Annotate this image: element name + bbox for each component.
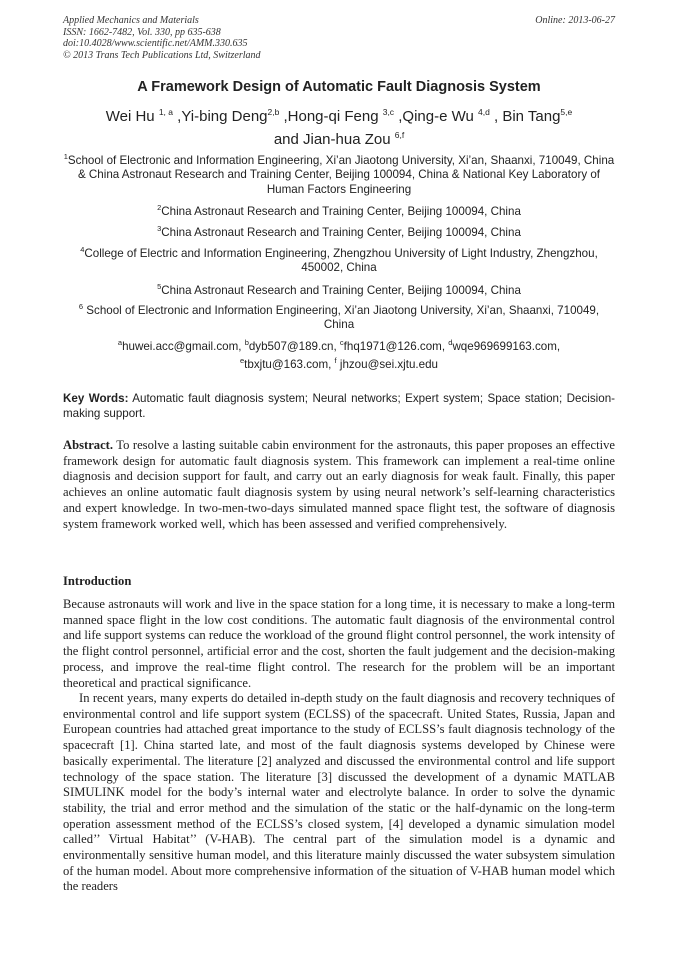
affil-text: China Astronaut Research and Training Center, Beijing 100094, China: [161, 225, 521, 239]
author-name: , Bin Tang: [489, 108, 561, 125]
email-address: jhzou@sei.xjtu.edu: [336, 358, 438, 372]
intro-paragraph-2: In recent years, many experts do detailed in-depth study on the fault diagnosis and recovery techniques of environmental control and life support system (ECLSS) of the spacecraft. United States, Russia, Japan and European countries had attached great importance to the study of ECLSS’s fault diagnosis technology of the spacecraft [1]. China started late, and most of the fault diagnosis systems developed by Chinese were basically experimental. The literature [2] analyzed and discussed the environmental control and life support technology of the space station. The literature [3] discussed the development of a dynamic MATLAB SIMULINK model for the body’s internal water and electrolyte balance. In order to solve the dynamic stability, the trial and error method and the simulation of the static or the half-dynamic on the long-term operation assessment method of the ECLSS’s closed system, [4] developed a dynamic simulation model called’’ Virtual Habitat’’ (V-HAB). The central part of the simulation model is a dynamic and environmentally sensitive human model, and this literature mainly discussed the water subsystem simulation of the human model. About more comprehensive information of the situation of V-HAB human model which the readers: [63, 691, 615, 894]
email-list: [63, 336, 615, 373]
online-date: Online: 2013-06-27: [535, 15, 615, 26]
email-mark: d: [448, 338, 453, 347]
email-mark: f: [334, 356, 337, 366]
author-name: ,Hong-qi Feng: [279, 108, 383, 125]
abstract: [63, 438, 615, 532]
author-name: ,Qing-e Wu: [394, 108, 478, 125]
affiliation-4: [63, 243, 615, 276]
email-address: fhq1971@126.com,: [343, 339, 449, 353]
doi-line: doi:10.4028/www.scientific.net/AMM.330.635: [63, 38, 248, 49]
affil-mark: 5: [157, 282, 162, 291]
author-affil-mark: 5,e: [560, 107, 573, 117]
email-address: dyb507@189.cn,: [248, 339, 340, 353]
affil-text: School of Electronic and Information Engineering, Xi’an Jiaotong University, Xi’an, Shaanxi, 710049, China & China Astronaut Research and Training Center, Beijing 100094, China & National Key Laboratory of Human Factors Engineering: [67, 153, 615, 196]
author-affil-mark: 2,b: [267, 107, 280, 117]
keywords: [63, 391, 615, 421]
email-address: huwei.acc@gmail.com,: [122, 339, 245, 353]
email-mark: a: [117, 338, 123, 347]
affil-mark: 3: [157, 224, 162, 233]
affil-text: China Astronaut Research and Training Center, Beijing 100094, China: [161, 204, 521, 218]
affil-mark: 2: [157, 203, 162, 212]
keywords-text: Automatic fault diagnosis system; Neural networks; Expert system; Space station; Decision-making support.: [63, 392, 615, 420]
affiliation-6: [63, 300, 615, 333]
affil-text: College of Electric and Information Engineering, Zhengzhou University of Light Industry, Zhengzhou, 450002, China: [84, 246, 598, 275]
email-address: tbxjtu@163.com,: [244, 358, 335, 372]
affil-mark: 4: [80, 245, 85, 254]
affil-mark: 1: [63, 152, 68, 161]
affiliation-3: [63, 222, 615, 240]
author-name: ,Yi-bing Deng: [173, 108, 268, 125]
affil-text: School of Electronic and Information Engineering, Xi’an Jiaotong University, Xi’an, Shaanxi, 710049, China: [83, 303, 600, 332]
journal-name: Applied Mechanics and Materials: [63, 15, 199, 26]
affil-text: China Astronaut Research and Training Center, Beijing 100094, China: [161, 283, 521, 297]
section-heading-introduction: Introduction: [63, 574, 132, 588]
affiliation-2: [63, 201, 615, 219]
abstract-text: To resolve a lasting suitable cabin environment for the astronauts, this paper proposes an effective framework design for automatic fault diagnosis system. This framework can implement a real-time online diagnosis and decision support for fault, and carry out an early diagnosis for weak fault. Finally, this paper achieves an online automatic fault diagnosis system by using neural network’s self-learning characteristics and expert knowledge. In two-men-two-days simulated manned space flight test, the software of diagnosis system framework worked well, which has been assessed and verified comprehensively.: [63, 438, 615, 531]
author-name: Wei Hu: [105, 108, 159, 125]
author-affil-mark: 1, a: [158, 107, 173, 117]
author-affil-mark: 3,c: [382, 107, 395, 117]
affil-mark: 6: [78, 302, 84, 311]
affiliation-5: [63, 280, 615, 298]
running-header: [63, 15, 261, 61]
email-address: wqe969699163.com,: [452, 339, 561, 353]
author-affil-mark: 4,d: [477, 107, 490, 117]
affiliation-1: [63, 150, 615, 197]
keywords-label: Key Words:: [63, 392, 129, 405]
author-name: and Jian-hua Zou: [273, 131, 395, 148]
issn-line: ISSN: 1662-7482, Vol. 330, pp 635-638: [63, 26, 221, 38]
email-mark: c: [339, 338, 344, 347]
email-mark: b: [244, 338, 249, 347]
author-affil-mark: 6,f: [394, 130, 405, 140]
email-mark: e: [239, 356, 245, 366]
intro-paragraph-1: Because astronauts will work and live in the space station for a long time, it is necessary to make a long-term manned space flight in the low cost conditions. The automatic fault diagnosis of the environmental control and life support systems can reduce the workload of the ground flight control personnel, the work intensity of the flight control personnel, artificial error and the cost, shorten the fault judgement and the decision-making process, and improve the real-time flight control. The research for the problem will be an important theoretical and practical significance.: [63, 597, 615, 690]
author-list: [70, 103, 608, 149]
paper-title: A Framework Design of Automatic Fault Diagnosis System: [137, 79, 541, 95]
abstract-label: Abstract.: [63, 438, 114, 452]
copyright-line: © 2013 Trans Tech Publications Ltd, Switzerland: [63, 49, 261, 61]
